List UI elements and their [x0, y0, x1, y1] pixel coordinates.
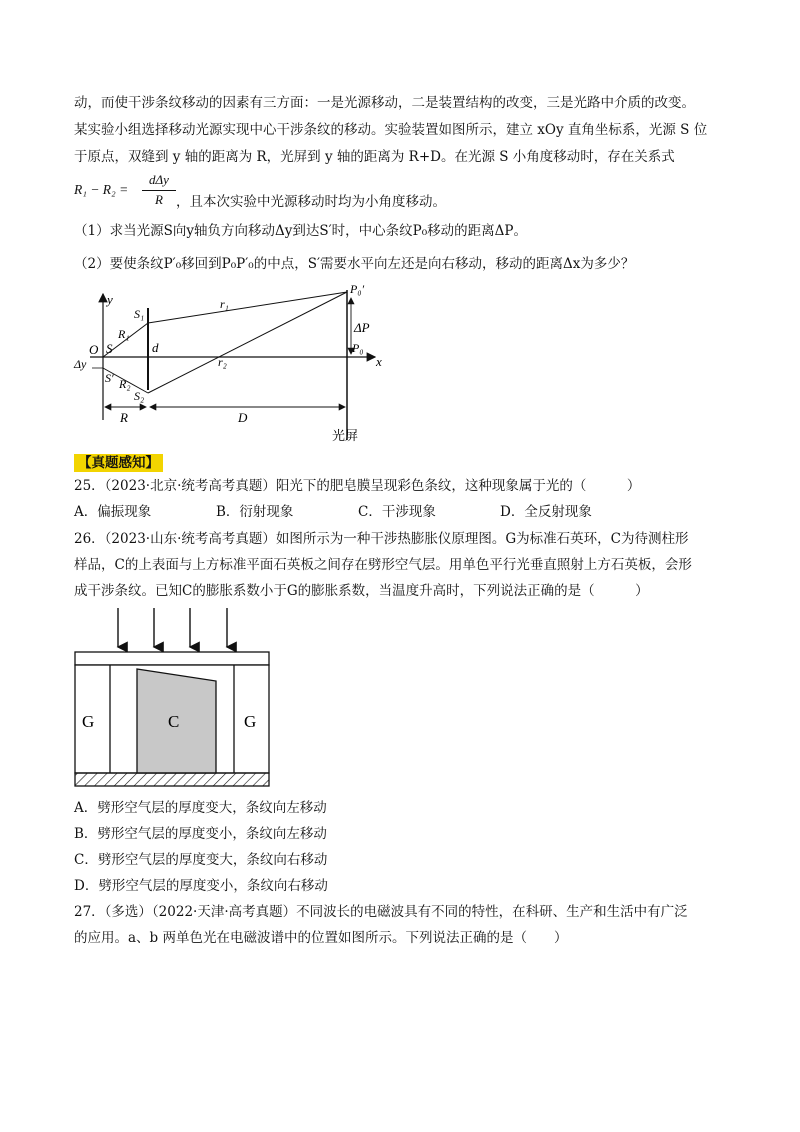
q26-stem-line-3: 成干涉条纹。已知C的膨胀系数小于G的膨胀系数，当温度升高时，下列说法正确的是（ ）: [74, 583, 649, 599]
label-R1: R₁: [118, 327, 130, 341]
label-R: R: [120, 410, 128, 425]
q25-option-d: D．全反射现象: [500, 504, 592, 520]
label-dy: Δy: [74, 357, 87, 371]
q26-stem-line-2: 样品，C的上表面与上方标准平面石英板之间存在劈形空气层。用单色平行光垂直照射上方石英板，会形: [74, 557, 692, 573]
label-S2: S₂: [134, 389, 145, 403]
label-c: C: [168, 712, 180, 731]
label-P0: P₀: [352, 341, 364, 355]
label-g-left: G: [82, 712, 95, 731]
double-slit-figure: [70, 280, 410, 450]
label-d: d: [152, 340, 159, 355]
formula-bar: [142, 190, 176, 191]
q26-option-c: C．劈形空气层的厚度变大，条纹向右移动: [74, 852, 328, 868]
q26-stem-line-1: 26．（2023·山东·统考高考真题）如图所示为一种干涉热膨胀仪原理图。G为标准石英环，C为待测柱形: [74, 531, 689, 547]
q25-option-a: A．偏振现象: [74, 504, 152, 520]
label-r1: r₁: [220, 297, 229, 311]
label-S: S: [106, 341, 113, 356]
label-g-right: G: [244, 712, 257, 731]
q27-stem-line-1: 27．（多选）（2022·天津·高考真题）不同波长的电磁波具有不同的特性，在科研、生产和生活中有广泛: [74, 904, 688, 920]
top-quartz-plate: [75, 652, 269, 665]
formula-denominator: R: [155, 192, 163, 207]
intro-line-4: ，且本次实验中光源移动时均为小角度移动。: [176, 194, 446, 210]
section-tag: 【真题感知】: [74, 454, 163, 472]
q25-option-b: B．衍射现象: [216, 504, 294, 520]
q25-option-c: C．干涉现象: [358, 504, 436, 520]
q26-option-a: A．劈形空气层的厚度变大，条纹向左移动: [74, 800, 327, 816]
label-r2: r₂: [218, 355, 227, 369]
label-dP: ΔP: [354, 320, 370, 335]
formula-lhs: R₁ − R₂ =: [74, 182, 129, 197]
label-y: y: [107, 292, 113, 307]
label-x: x: [376, 354, 382, 369]
q27-stem-line-2: 的应用。a、b 两单色光在电磁波谱中的位置如图所示。下列说法正确的是（ ）: [74, 930, 568, 946]
label-S1: S₁: [134, 307, 145, 321]
label-S-prime: S′: [105, 371, 114, 385]
label-R2: R₂: [119, 377, 131, 391]
intro-line-3: 于原点，双缝到 y 轴的距离为 R，光屏到 y 轴的距离为 R+D。在光源 S 小角度移动时，存在关系式: [74, 149, 675, 165]
label-D: D: [238, 410, 248, 425]
intro-line-1: 动，而使干涉条纹移动的因素有三方面：一是光源移动，二是装置结构的改变，三是光路中介质的改变。: [74, 95, 695, 111]
hatched-base: [75, 773, 269, 786]
label-O: O: [89, 342, 99, 357]
question-2: （2）要使条纹P′₀移回到P₀P′₀的中点，S′需要水平向左还是向右移动，移动的距离Δx为多少？: [74, 256, 635, 272]
intro-line-2: 某实验小组选择移动光源实现中心干涉条纹的移动。实验装置如图所示，建立 xOy 直角坐标系，光源 S 位: [74, 122, 708, 138]
dilatometer-figure: [70, 602, 276, 792]
label-screen: 光屏: [332, 428, 359, 443]
question-1: （1）求当光源S向y轴负方向移动Δy到达S′时，中心条纹P₀移动的距离ΔP。: [74, 223, 527, 239]
q26-option-b: B．劈形空气层的厚度变小，条纹向左移动: [74, 826, 327, 842]
formula-numerator: dΔy: [149, 172, 169, 187]
label-P0-prime: P₀′: [350, 282, 365, 296]
q26-option-d: D．劈形空气层的厚度变小，条纹向右移动: [74, 878, 328, 894]
q25-stem: 25．（2023·北京·统考高考真题）阳光下的肥皂膜呈现彩色条纹，这种现象属于光的（ ）: [74, 478, 641, 494]
